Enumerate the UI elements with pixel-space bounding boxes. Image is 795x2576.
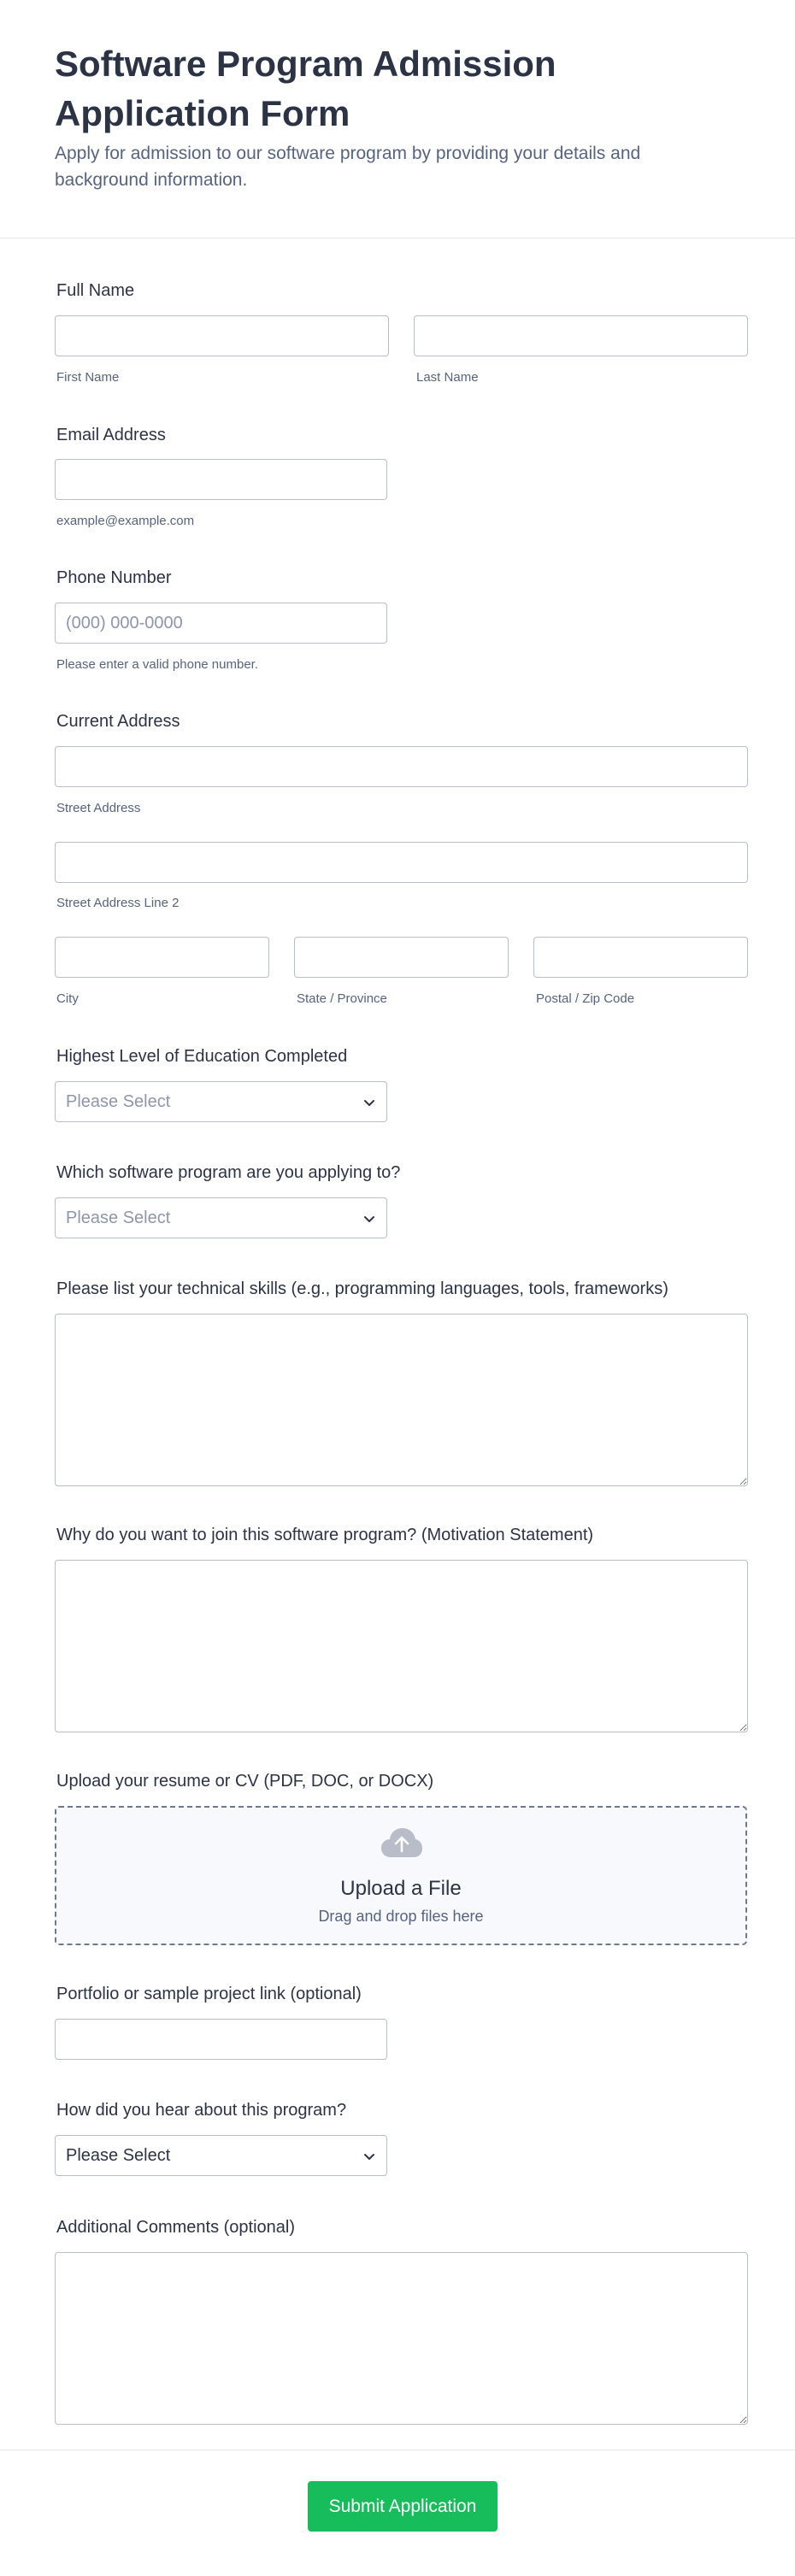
comments-label: Additional Comments (optional) <box>56 2218 296 2237</box>
phone-sublabel: Please enter a valid phone number. <box>56 657 258 672</box>
motivation-textarea[interactable] <box>55 1560 748 1732</box>
street-address-input[interactable] <box>55 746 748 787</box>
email-label: Email Address <box>56 426 166 444</box>
last-name-sublabel: Last Name <box>416 370 479 385</box>
full-name-label: Full Name <box>56 281 135 300</box>
city-input[interactable] <box>55 937 269 978</box>
first-name-sublabel: First Name <box>56 370 120 385</box>
email-input[interactable] <box>55 459 387 500</box>
education-select[interactable] <box>55 1081 387 1122</box>
first-name-input[interactable] <box>55 315 389 356</box>
phone-input[interactable] <box>55 603 387 644</box>
skills-textarea[interactable] <box>55 1314 748 1486</box>
upload-title: Upload a File <box>340 1877 462 1900</box>
program-select-value: Please Select <box>66 1209 171 1227</box>
chevron-down-icon <box>362 2150 376 2163</box>
program-label: Which software program are you applying to? <box>56 1163 401 1182</box>
resume-label: Upload your resume or CV (PDF, DOC, or DOCX) <box>56 1772 434 1791</box>
submit-button[interactable]: Submit Application <box>308 2481 498 2532</box>
education-select-value: Please Select <box>66 1092 171 1111</box>
email-sublabel: example@example.com <box>56 514 195 528</box>
chevron-down-icon <box>362 1096 376 1109</box>
street-address-sublabel: Street Address <box>56 801 141 815</box>
page-subtitle: Apply for admission to our software program by providing your details and background information. <box>55 144 641 190</box>
referral-select[interactable] <box>55 2135 387 2176</box>
skills-label: Please list your technical skills (e.g., programming languages, tools, frameworks) <box>56 1279 668 1298</box>
program-select[interactable] <box>55 1197 387 1238</box>
city-sublabel: City <box>56 991 79 1006</box>
page-title: Software Program Admission Application Form <box>55 44 556 133</box>
zip-input[interactable] <box>533 937 748 978</box>
state-sublabel: State / Province <box>297 991 387 1006</box>
address-label: Current Address <box>56 712 180 731</box>
comments-textarea[interactable] <box>55 2252 748 2425</box>
street-address-line2-input[interactable] <box>55 842 748 883</box>
portfolio-link-input[interactable] <box>55 2019 387 2060</box>
phone-label: Phone Number <box>56 568 172 587</box>
upload-hint: Drag and drop files here <box>318 1908 484 1925</box>
portfolio-label: Portfolio or sample project link (optional) <box>56 1985 362 2003</box>
motivation-label: Why do you want to join this software program? (Motivation Statement) <box>56 1526 594 1544</box>
cloud-upload-icon <box>380 1826 423 1859</box>
education-label: Highest Level of Education Completed <box>56 1047 348 1066</box>
state-input[interactable] <box>294 937 509 978</box>
zip-sublabel: Postal / Zip Code <box>536 991 635 1006</box>
last-name-input[interactable] <box>414 315 748 356</box>
referral-select-value: Please Select <box>66 2146 171 2165</box>
chevron-down-icon <box>362 1212 376 1226</box>
street-address-line2-sublabel: Street Address Line 2 <box>56 896 180 910</box>
resume-upload-dropzone[interactable] <box>55 1806 747 1945</box>
referral-label: How did you hear about this program? <box>56 2101 347 2120</box>
